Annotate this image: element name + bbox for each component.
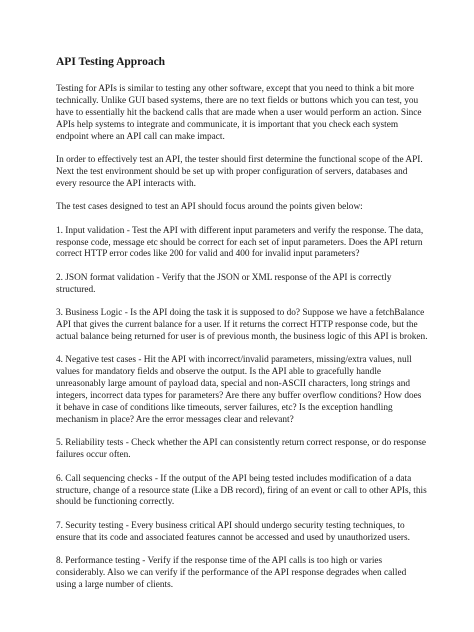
business-logic-item: 3. Business Logic - Is the API doing the task it is supposed to do? Suppose we have a fetchBalance API that gives the current balance for a user. If it returns the correct HTTP response code, but the actual balance being returned for user is of previous month, the business logic of this API is broken. bbox=[56, 308, 428, 342]
document-title: API Testing Approach bbox=[56, 56, 166, 68]
scope-paragraph: In order to effectively test an API, the tester should first determine the functional scope of the API. Next the test environment should be set up with proper configuration of servers, databases and every resource the API interacts with. bbox=[56, 155, 423, 189]
reliability-tests-item: 5. Reliability tests - Check whether the API can consistently return correct response, or do response failures occur often. bbox=[56, 438, 426, 461]
negative-test-cases-item: 4. Negative test cases - Hit the API with incorrect/invalid parameters, missing/extra values, null values for mandatory fields and observe the output. Is the API able to gracefully handle unreasonably large amount of payload data, special and non-ASCII characters, long strings and integers, incorrect data types for parameters? Are there any buffer overflow conditions? How does it behave in case of conditions like timeouts, server failures, etc? Is the exception handling mechanism in place? Are the error messages clear and relevant? bbox=[56, 355, 422, 425]
security-testing-item: 7. Security testing - Every business critical API should undergo security testing techniques, to ensure that its code and associated features cannot be accessed and used by unauthorized users. bbox=[56, 520, 410, 543]
input-validation-item: 1. Input validation - Test the API with different input parameters and verify the response. The data, response code, message etc should be correct for each set of input parameters. Does the API return correct HTTP error codes like 200 for valid and 400 for invalid input parameters? bbox=[56, 225, 424, 260]
intro-paragraph: Testing for APIs is similar to testing any other software, except that you need to think a bit more technically. Unlike GUI based systems, there are no text fields or buttons which you can test, you have to essentially hit the backend calls that are made when a user would perform an action. Since APIs help systems to integrate and communicate, it is important that you check each system endpoint where an API call can make impact. bbox=[56, 84, 422, 142]
document-page bbox=[56, 55, 428, 603]
json-format-validation-item: 2. JSON format validation - Verify that the JSON or XML response of the API is correctly structured. bbox=[56, 272, 392, 295]
call-sequencing-checks-item: 6. Call sequencing checks - If the output of the API being tested includes modification of a data structure, change of a resource state (Like a DB record), firing of an event or call to other APIs, this should be functioning correctly. bbox=[56, 473, 427, 508]
performance-testing-item: 8. Performance testing - Verify if the response time of the API calls is too high or varies considerably. Also we can verify if the performance of the API response degrades when called using a large number of clients. bbox=[56, 556, 407, 590]
test-cases-intro-paragraph: The test cases designed to test an API should focus around the points given below: bbox=[56, 202, 363, 213]
